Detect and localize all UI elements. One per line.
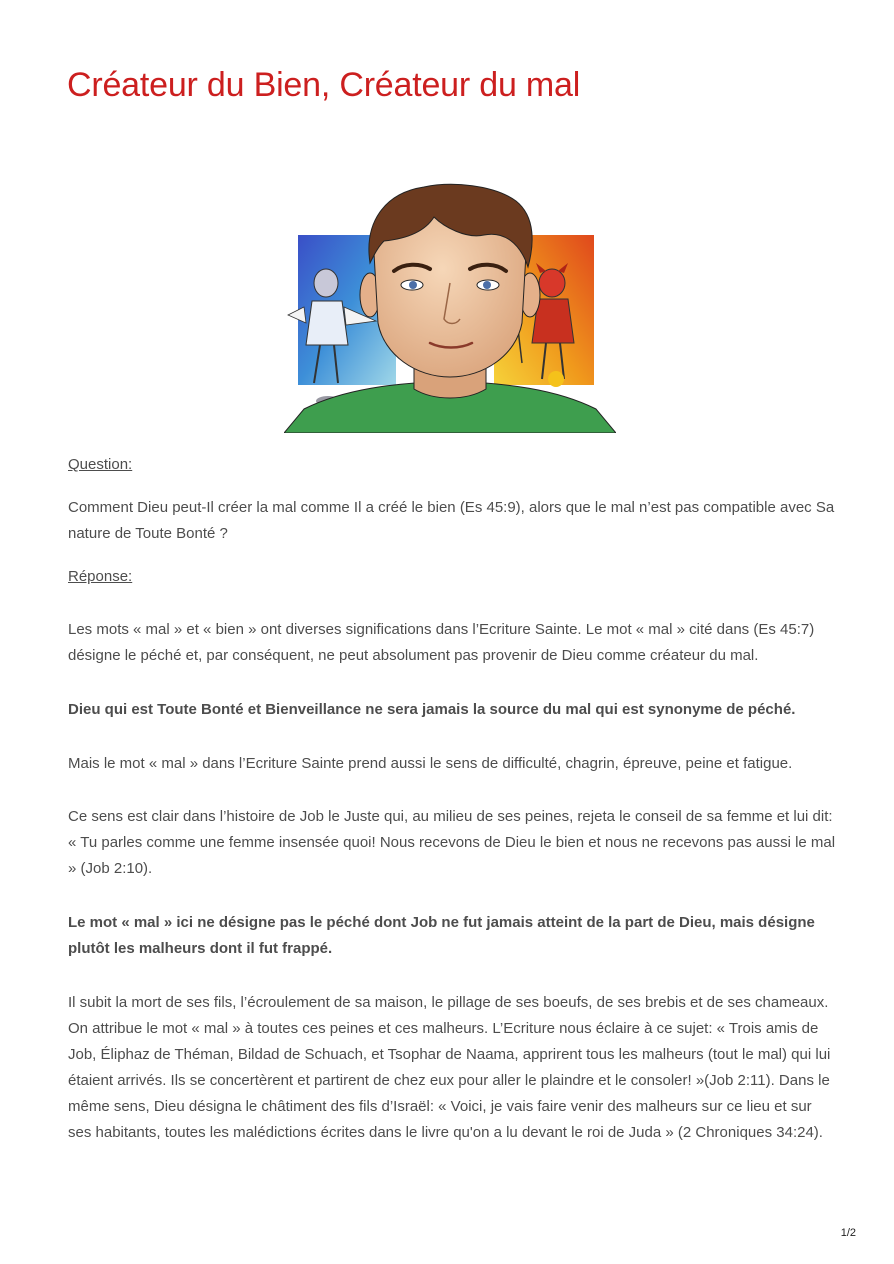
illustration-man-angel-devil-icon (284, 183, 616, 433)
paragraph-bold: Le mot « mal » ici ne désigne pas le péché dont Job ne fut jamais atteint de la part de Dieu, mais désigne plutôt les malheurs dont il fut frappé. (68, 914, 815, 957)
question-label: Question: (68, 456, 133, 473)
answer-label: Réponse: (68, 568, 133, 585)
paragraph: Les mots « mal » et « bien » ont diverses significations dans l’Ecriture Sainte. Le mot « mal » cité dans (Es 45:7) désigne le péché et, par conséquent, ne peut absolument pas provenir de Dieu comme créateur du mal. (68, 621, 815, 664)
paragraph: Mais le mot « mal » dans l’Ecriture Sainte prend aussi le sens de difficulté, chagrin, épreuve, peine et fatigue. (68, 755, 793, 772)
question-text: Comment Dieu peut-Il créer la mal comme Il a créé le bien (Es 45:9), alors que le mal n’est pas compatible avec Sa nature de Toute Bonté ? (68, 499, 835, 542)
document-body (68, 452, 838, 1146)
page-number: 1/2 (840, 1227, 856, 1239)
page-title: Créateur du Bien, Créateur du mal (67, 66, 581, 104)
paragraph: Ce sens est clair dans l’histoire de Job le Juste qui, au milieu de ses peines, rejeta le conseil de sa femme et lui dit: « Tu parles comme une femme insensée quoi! Nous recevons de Dieu le bien et nous ne recevons pas aussi le mal » (Job 2:10). (68, 808, 836, 877)
paragraph-bold: Dieu qui est Toute Bonté et Bienveillance ne sera jamais la source du mal qui est synonyme de péché. (68, 701, 796, 718)
paragraph: Il subit la mort de ses fils, l’écroulement de sa maison, le pillage de ses boeufs, de ses brebis et de ses chameaux. On attribue le mot « mal » à toutes ces peines et ces malheurs. L’Ecriture nous éclaire à ce sujet: « Trois amis de Job, Éliphaz de Théman, Bildad de Schuach, et Tsophar de Naama, apprirent tous les malheurs (tout le mal) qui lui étaient arrivés. Ils se concertèrent et partirent de chez eux pour aller le plaindre et le consoler! »(Job 2:11). Dans le même sens, Dieu désigna le châtiment des fils d’Israël: « Voici, je vais faire venir des malheurs sur ce lieu et sur ses habitants, toutes les malédictions écrites dans le livre qu'on a lu devant le roi de Juda » (2 Chroniques 34:24). (68, 994, 831, 1141)
